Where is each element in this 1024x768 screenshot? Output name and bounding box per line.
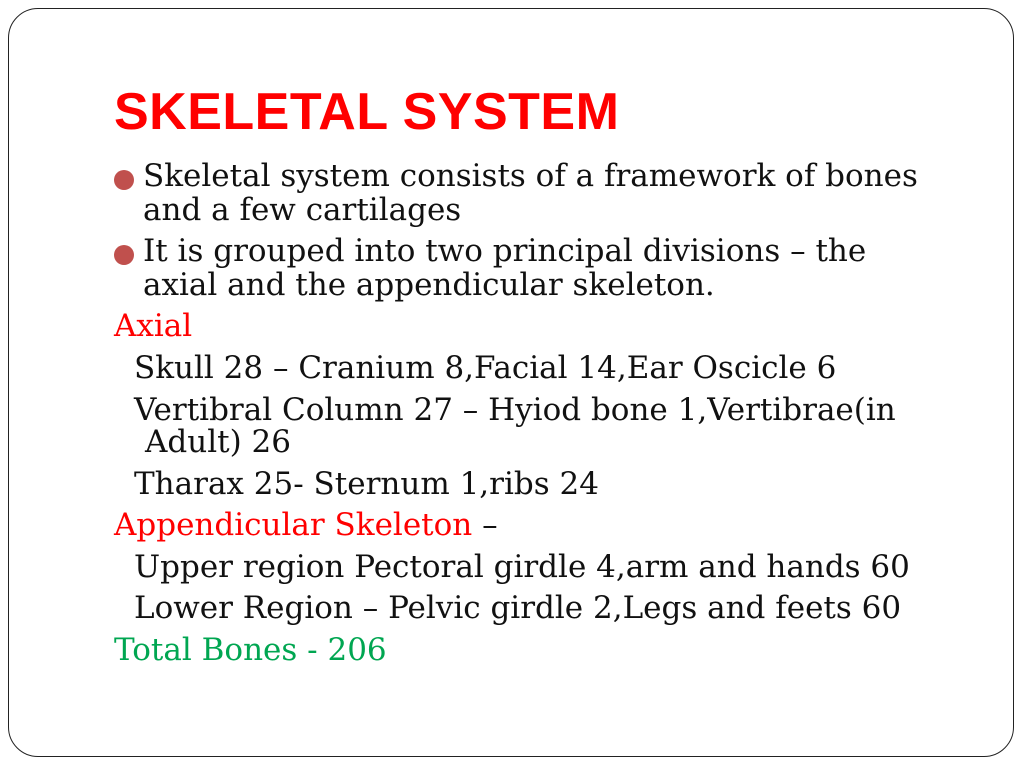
bullet-1-line-2: and a few cartilages xyxy=(143,192,462,228)
appendicular-lower-line: Lower Region – Pelvic girdle 2,Legs and feets 60 xyxy=(134,590,902,626)
bullet-1-line-1: Skeletal system consists of a framework of bones xyxy=(143,158,918,194)
appendicular-heading-row xyxy=(114,507,498,543)
bullet-dot-1 xyxy=(114,170,134,190)
axial-skull-line: Skull 28 – Cranium 8,Facial 14,Ear Oscicle 6 xyxy=(134,350,837,386)
appendicular-upper-line: Upper region Pectoral girdle 4,arm and hands 60 xyxy=(134,549,910,585)
axial-vertebral-line: Vertibral Column 27 – Hyiod bone 1,Vertibrae(in xyxy=(134,392,896,428)
total-bones: Total Bones - 206 xyxy=(114,632,387,668)
bullet-dot-2 xyxy=(114,245,134,265)
appendicular-dash: – xyxy=(472,507,498,543)
slide-title: SKELETAL SYSTEM xyxy=(114,83,620,141)
axial-vertebral-line-cont: Adult) 26 xyxy=(145,424,291,460)
bullet-2-line-2: axial and the appendicular skeleton. xyxy=(143,267,715,303)
bullet-2-line-1: It is grouped into two principal divisions – the xyxy=(143,233,867,269)
axial-heading: Axial xyxy=(114,308,193,344)
axial-thorax-line: Tharax 25- Sternum 1,ribs 24 xyxy=(134,466,599,502)
appendicular-heading: Appendicular Skeleton xyxy=(114,507,473,543)
